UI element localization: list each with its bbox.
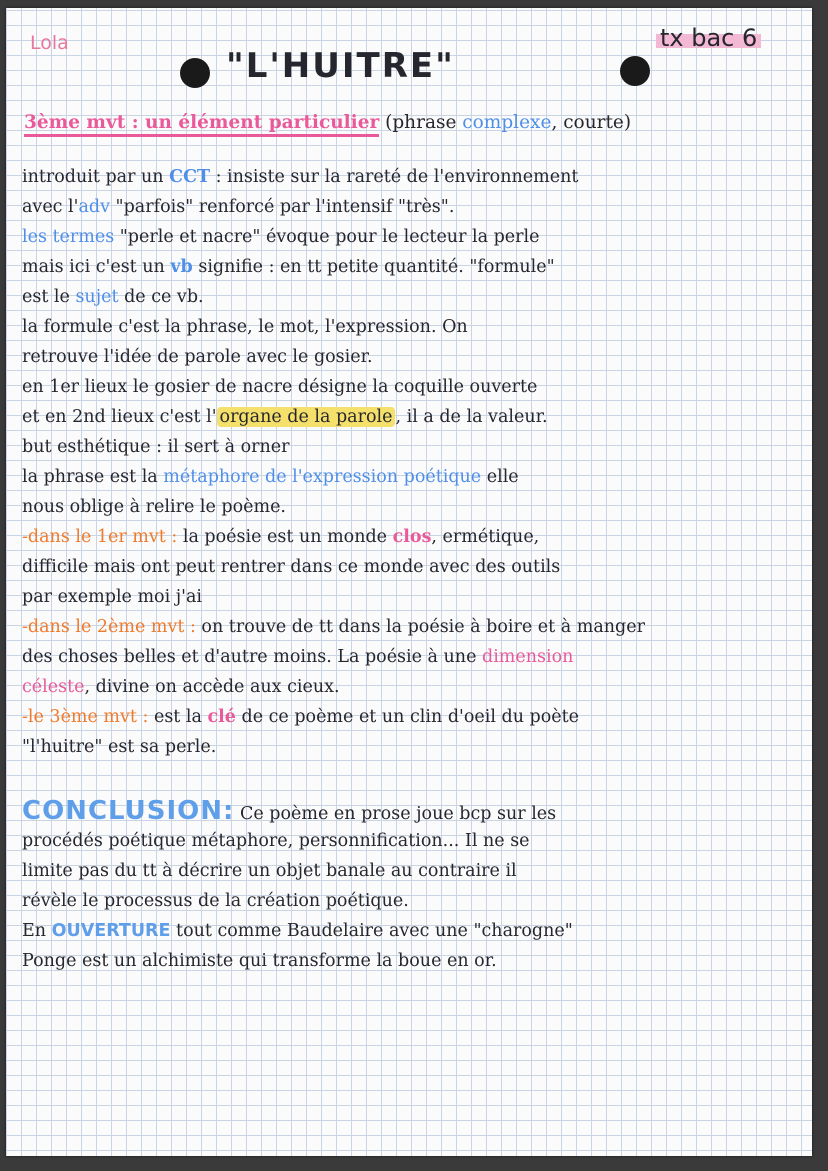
section-heading (24, 112, 631, 133)
conclusion-line: CONCLUSION: Ce poème en prose joue bcp sur les (22, 796, 557, 826)
conclusion-line: révèle le processus de la création poétique. (22, 891, 409, 911)
note-line: -dans le 1er mvt : la poésie est un monde clos, ermétique, (22, 527, 540, 547)
note-line: des choses belles et d'autre moins. La poésie à une dimension (22, 647, 574, 667)
conclusion-line: En OUVERTURE tout comme Baudelaire avec une "charogne" (22, 921, 573, 941)
note-line: est le sujet de ce vb. (22, 287, 204, 307)
conclusion-line: Ponge est un alchimiste qui transforme la boue en or. (22, 951, 497, 971)
movement-note: (phrase complexe, courte) (385, 112, 632, 133)
note-line: céleste, divine on accède aux cieux. (22, 677, 340, 697)
note-line: en 1er lieux le gosier de nacre désigne la coquille ouverte (22, 377, 538, 397)
notes-body (22, 162, 812, 976)
conclusion-line: procédés poétique métaphore, personnification... Il ne se (22, 831, 530, 851)
binder-hole-right (620, 56, 650, 86)
note-line: la phrase est la métaphore de l'expression poétique elle (22, 467, 519, 487)
author-name: Lola (30, 32, 69, 54)
note-line: "l'huitre" est sa perle. (22, 737, 217, 757)
highlight: organe de la parole (217, 407, 396, 427)
note-line: et en 2nd lieux c'est l' organe de la parole , il a de la valeur. (22, 407, 548, 427)
note-line: -dans le 2ème mvt : on trouve de tt dans la poésie à boire et à manger (22, 617, 645, 637)
note-line: -le 3ème mvt : est la clé de ce poème et un clin d'oeil du poète (22, 707, 580, 727)
note-line: mais ici c'est un vb signifie : en tt petite quantité. "formule" (22, 257, 555, 277)
binder-hole-left (180, 58, 210, 88)
note-line: retrouve l'idée de parole avec le gosier. (22, 347, 373, 367)
notebook-page (6, 8, 812, 1156)
note-line: difficile mais ont peut rentrer dans ce monde avec des outils (22, 557, 561, 577)
note-line: les termes "perle et nacre" évoque pour le lecteur la perle (22, 227, 540, 247)
note-line: la formule c'est la phrase, le mot, l'expression. On (22, 317, 468, 337)
note-line: avec l'adv "parfois" renforcé par l'intensif "très". (22, 197, 455, 217)
spacer (22, 762, 812, 792)
text-tag: tx bac 6 (656, 24, 761, 52)
conclusion-label: CONCLUSION: (22, 796, 235, 826)
note-line: introduit par un CCT : insiste sur la rareté de l'environnement (22, 167, 579, 187)
movement-title: 3ème mvt : un élément particulier (24, 112, 379, 137)
note-line: par exemple moi j'ai (22, 587, 203, 607)
ouverture-label: OUVERTURE (51, 921, 171, 941)
page-title: "L'HUITRE" (226, 46, 455, 86)
note-line: but esthétique : il sert à orner (22, 437, 290, 457)
note-line: nous oblige à relire le poème. (22, 497, 286, 517)
conclusion-line: limite pas du tt à décrire un objet banale au contraire il (22, 861, 517, 881)
